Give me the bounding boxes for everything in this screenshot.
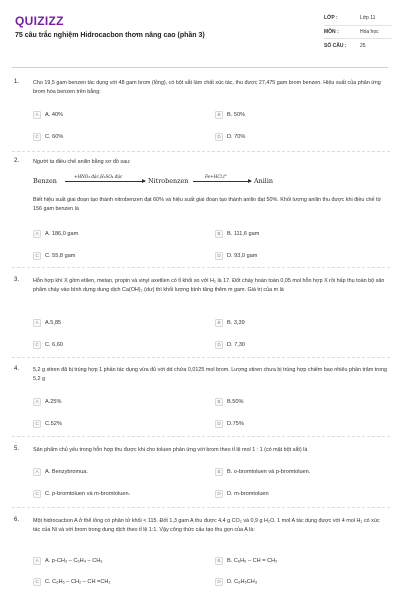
option-c[interactable]: [33, 132, 63, 141]
option-text: A.25%: [45, 398, 62, 405]
question-number: 5.: [14, 446, 20, 452]
option-letter: A: [33, 230, 41, 238]
question-1: [10, 79, 392, 149]
option-text: C. 6,60: [45, 341, 64, 348]
option-letter: B: [215, 468, 223, 476]
option-text: D. 93,0 gam: [227, 252, 258, 259]
option-letter: C: [33, 490, 41, 498]
option-text: A. p-CH₃ – C₆H₄ – CH₃: [45, 557, 103, 564]
option-d[interactable]: [215, 340, 245, 349]
option-letter: D: [215, 252, 223, 260]
quizizz-logo: QUIZIZZ: [15, 14, 64, 28]
option-text: D.75%: [227, 420, 244, 427]
option-b[interactable]: [215, 467, 310, 476]
option-letter: A: [33, 111, 41, 119]
option-text: B. 3,39: [227, 319, 245, 326]
option-text: A. 40%: [45, 111, 64, 118]
option-a[interactable]: [33, 397, 61, 406]
reaction-scheme: [33, 173, 333, 187]
scheme-product: Anilin: [254, 177, 273, 185]
option-text: D. m-bromtoluen: [227, 490, 269, 497]
scheme-reactant: Benzen: [33, 177, 57, 185]
arrow-label: +HNO₃ đặc,H₂SO₄ đặc: [74, 174, 123, 179]
option-c[interactable]: [33, 340, 63, 349]
question-number: 6.: [14, 517, 20, 523]
option-c[interactable]: [33, 577, 111, 586]
question-text-continued: Biết hiệu suất giai đoạn tạo thành nitrobenzen đạt 60% và hiệu suất giai đoạn tạo thành anilin đạt 50%. Khối lượng anilin thu được khi điều chế từ 156 gam benzen là: [33, 197, 382, 212]
option-a[interactable]: [33, 556, 103, 565]
option-text: D. 70%: [227, 133, 246, 140]
question-divider: [12, 357, 390, 358]
question-3: [10, 277, 392, 357]
meta-row-grade: [324, 12, 392, 26]
option-text: C.52%: [45, 420, 62, 427]
question-text: 5,2 g stiren đã bị trùng hợp 1 phần tác dụng vừa đủ với dd chứa 0,0125 mol brom. Lượng stiren chưa bị trùng hợp chiếm bao nhiêu phần trăm trong 5,2 g: [33, 367, 388, 382]
question-divider: [12, 267, 390, 268]
option-letter: B: [215, 398, 223, 406]
option-b[interactable]: [215, 397, 243, 406]
question-divider: [12, 151, 390, 152]
option-text: B. 111,6 gam: [227, 230, 260, 237]
option-letter: D: [215, 578, 223, 586]
question-number: 4.: [14, 366, 20, 372]
option-letter: A: [33, 557, 41, 565]
question-text: Cho 19,5 gam benzen tác dụng với 48 gam brom (lỏng), có bột sắt làm chất xúc tác, thu được 27,475 gam brom benzen. Hiệu suất của phản ứng brom hóa benzen trên bằng:: [33, 80, 381, 95]
scheme-intermediate: Nitrobenzen: [148, 177, 189, 185]
option-letter: C: [33, 420, 41, 428]
option-letter: B: [215, 111, 223, 119]
meta-row-subject: [324, 26, 392, 40]
meta-row-count: [324, 39, 392, 53]
option-c[interactable]: [33, 489, 130, 498]
option-letter: D: [215, 133, 223, 141]
meta-table: [324, 12, 392, 53]
header-divider: [12, 67, 388, 68]
meta-key: MÔN :: [324, 28, 339, 35]
option-b[interactable]: [215, 229, 259, 238]
option-text: D. 7,30: [227, 341, 246, 348]
option-text: C. 55,8 gam: [45, 252, 76, 259]
option-letter: D: [215, 490, 223, 498]
option-text: D. C₆H₅CH₃: [227, 578, 258, 585]
option-a[interactable]: [33, 318, 61, 327]
option-c[interactable]: [33, 419, 62, 428]
option-c[interactable]: [33, 251, 75, 260]
question-6: [10, 517, 392, 597]
meta-key: SỐ CÂU :: [324, 42, 347, 49]
question-4: [10, 366, 392, 436]
option-letter: C: [33, 341, 41, 349]
question-number: 3.: [14, 277, 20, 283]
option-d[interactable]: [215, 132, 245, 141]
option-letter: C: [33, 133, 41, 141]
option-b[interactable]: [215, 556, 277, 565]
option-letter: A: [33, 468, 41, 476]
option-a[interactable]: [33, 467, 88, 476]
question-number: 2.: [14, 158, 20, 164]
question-text: Người ta điều chế anilin bằng sơ đồ sau:: [33, 159, 131, 165]
question-5: [10, 446, 392, 508]
option-b[interactable]: [215, 110, 245, 119]
option-letter: D: [215, 341, 223, 349]
question-divider: [12, 507, 390, 508]
meta-key: LỚP :: [324, 15, 338, 22]
option-letter: B: [215, 319, 223, 327]
question-number: 1.: [14, 79, 20, 85]
option-text: B. o-bromtoluen và p-bromtoluen.: [227, 468, 311, 475]
meta-value: Lớp 11: [360, 15, 376, 22]
meta-value: Hóa học: [360, 28, 379, 35]
reaction-arrow: [65, 174, 145, 182]
option-letter: B: [215, 230, 223, 238]
question-text: Hỗn hợp khí X gồm etilen, metan, propin và vinyl axetilen có tỉ khối so với H₂ là 17. Đốt cháy hoàn toàn 0,05 mol hỗn hợp X rồi hấp thụ toàn bộ sản phẩm cháy vào bình dựng dung dịch Ca(OH)₂ (dư) thì khối lượng bình tăng thêm m gam. Giá trị của m là: [33, 278, 385, 293]
question-2: [10, 158, 392, 263]
option-letter: A: [33, 319, 41, 327]
option-letter: A: [33, 398, 41, 406]
option-text: B. C₆H₅ – CH = CH₂: [227, 557, 278, 564]
option-text: B.50%: [227, 398, 244, 405]
option-letter: C: [33, 578, 41, 586]
option-text: C. p-bromtoluen và m-bromtoluen.: [45, 490, 131, 497]
option-d[interactable]: [215, 251, 257, 260]
page-title: 75 câu trắc nghiệm Hidrocacbon thơm nâng cao (phần 3): [15, 32, 205, 39]
option-letter: B: [215, 557, 223, 565]
question-text: Sản phẩm chủ yếu trong hỗn hợp thu được khi cho toluen phản ứng với brom theo tỉ lệ mol 1 : 1 (có mặt bột sắt) là: [33, 447, 308, 453]
option-a[interactable]: [33, 229, 78, 238]
meta-value: 25: [360, 42, 366, 49]
option-text: A.5,85: [45, 319, 62, 326]
option-letter: C: [33, 252, 41, 260]
option-text: A. 186,0 gam: [45, 230, 79, 237]
option-d[interactable]: [215, 489, 269, 498]
option-b[interactable]: [215, 318, 245, 327]
option-a[interactable]: [33, 110, 63, 119]
question-divider: [12, 436, 390, 437]
option-d[interactable]: [215, 419, 244, 428]
option-text: B. 50%: [227, 111, 246, 118]
reaction-arrow: [193, 174, 251, 182]
arrow-label: Fe+HCl,t°: [205, 174, 227, 179]
option-text: A. Benzybromua.: [45, 468, 88, 475]
option-letter: D: [215, 420, 223, 428]
option-text: C. C₆H₅ – CH₂ – CH =CH₂: [45, 578, 111, 585]
option-d[interactable]: [215, 577, 257, 586]
question-text: Một hidrocacbon A ở thể lỏng có phân tử khối < 115. Đốt 1,3 gam A thu được 4,4 g CO₂ và 0,9 g H₂O. 1 mol A tác dụng được với 4 mol H₂ có xúc tác của Ni và với brom trong dung dịch theo tỉ lệ 1:1. Vậy công thức cấu tạo thu gọn của A là:: [33, 518, 380, 533]
option-text: C. 60%: [45, 133, 64, 140]
